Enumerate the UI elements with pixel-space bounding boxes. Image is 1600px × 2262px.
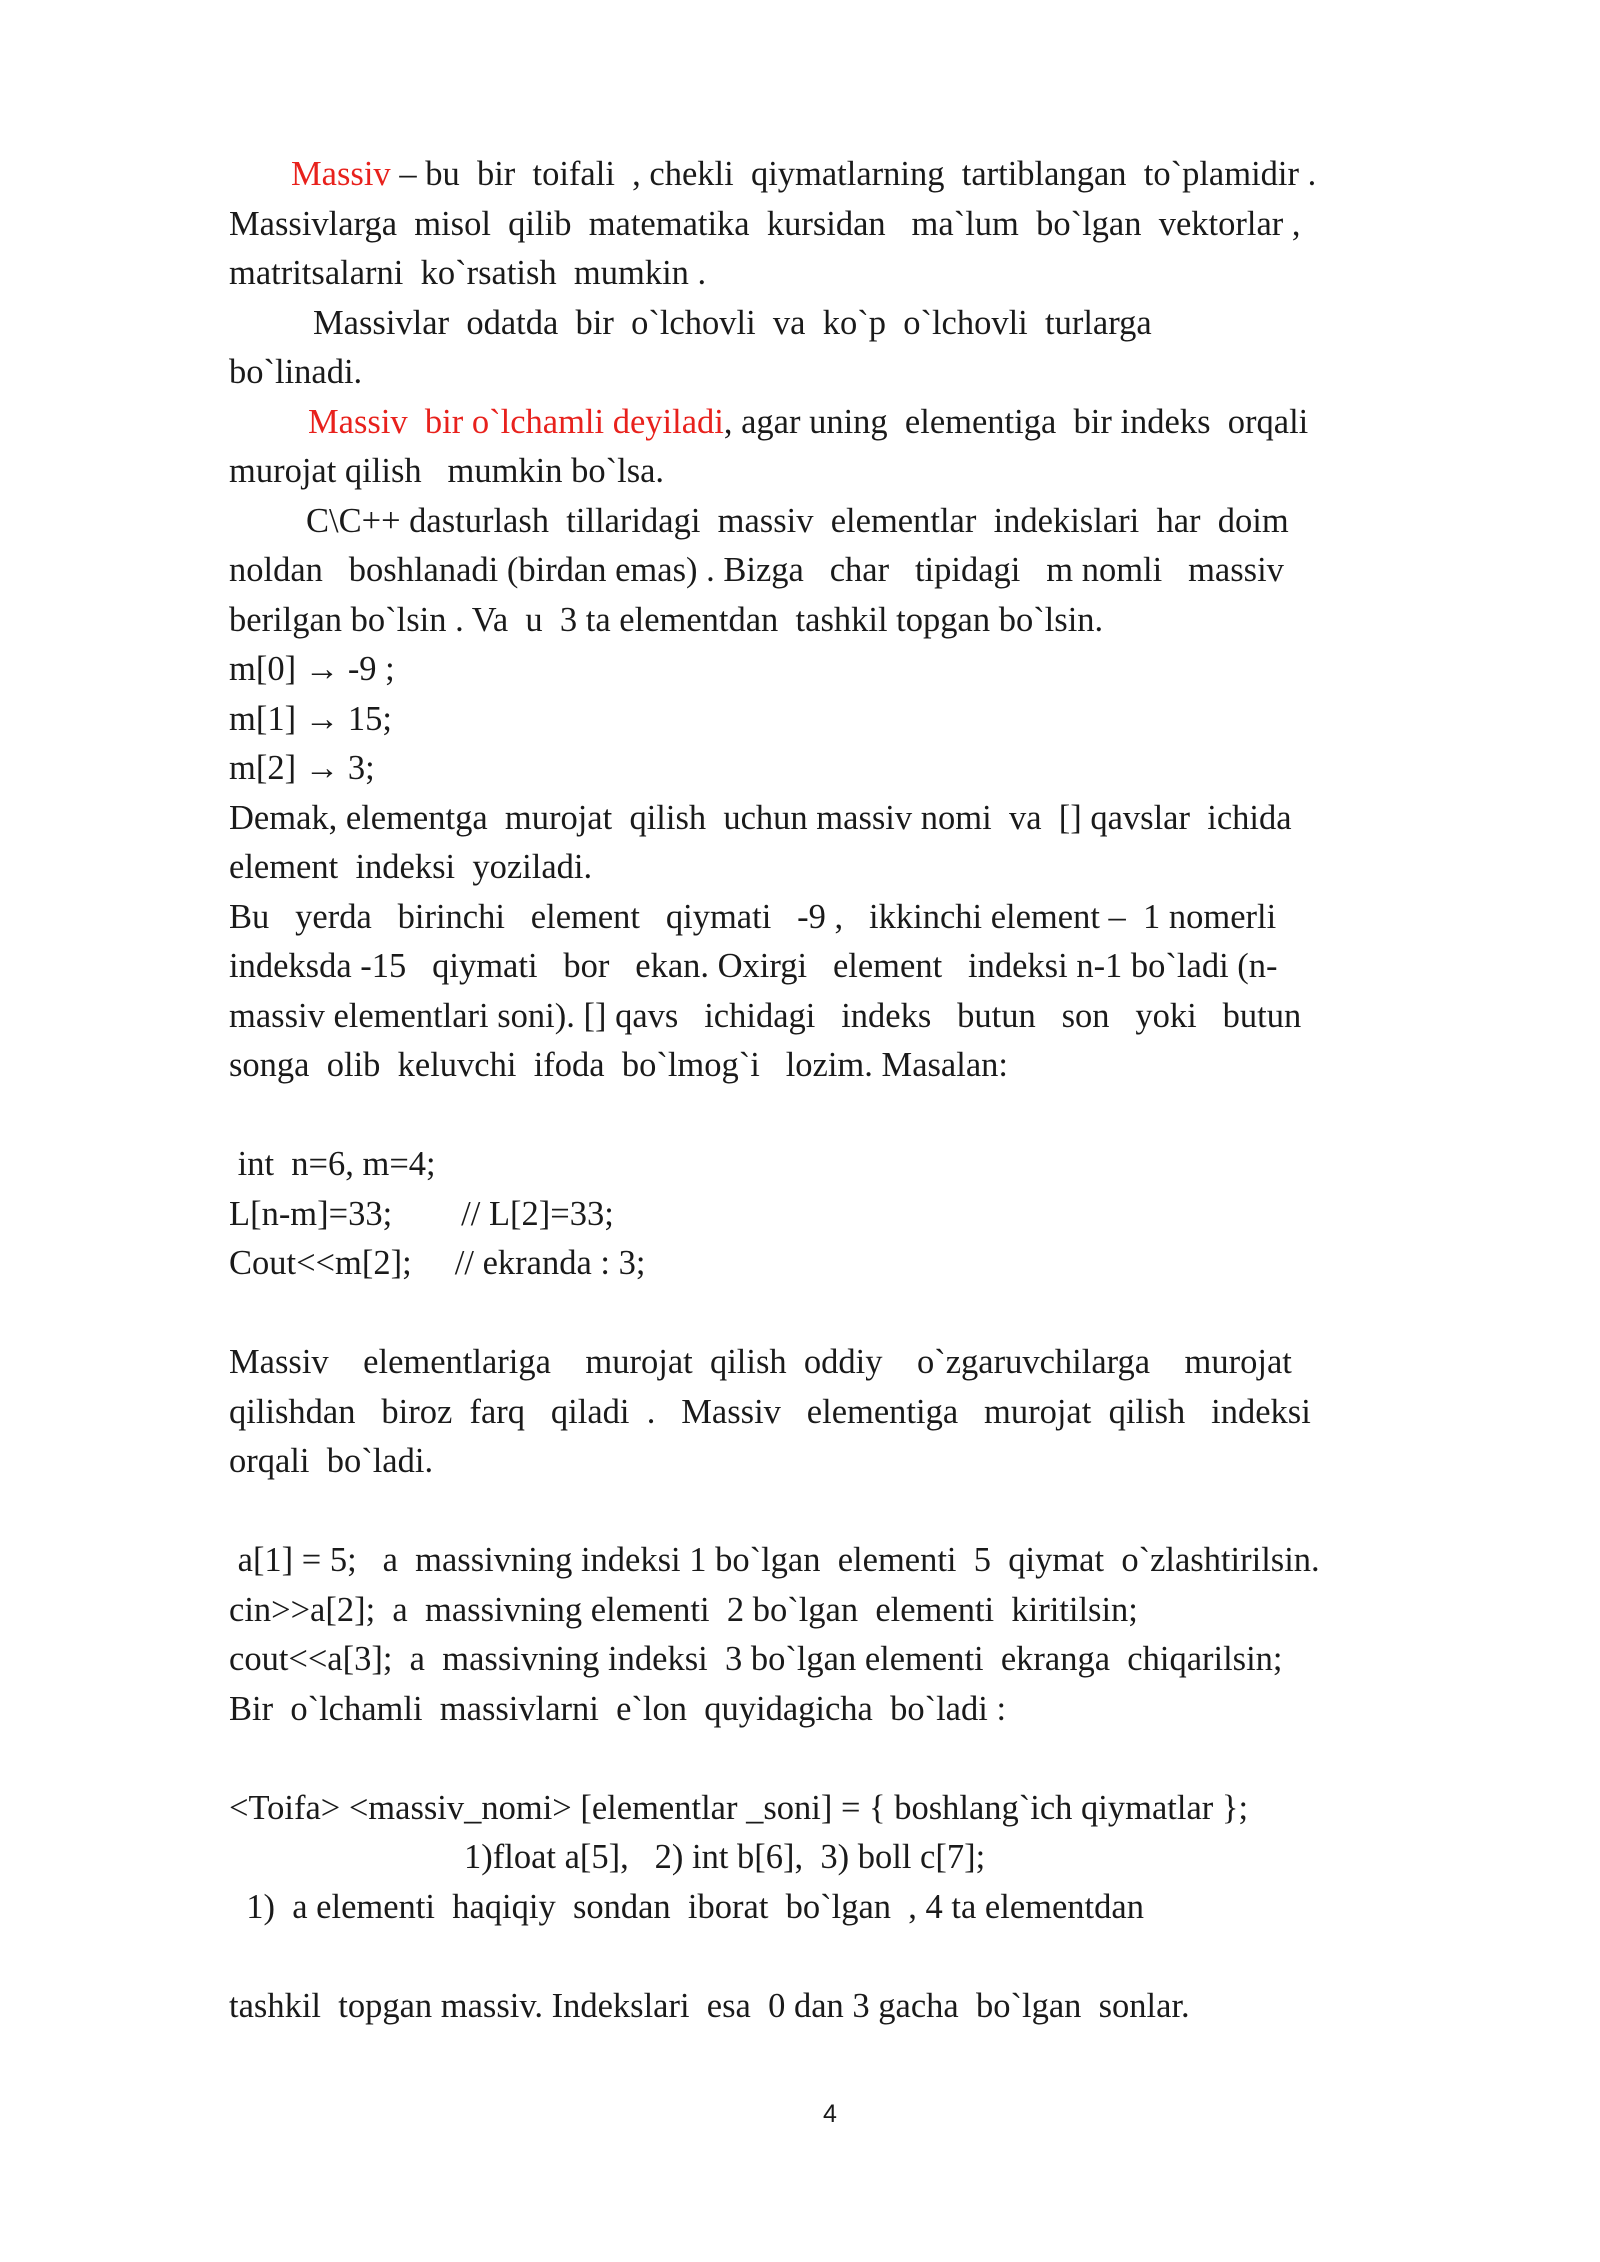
- paragraph-line: bo`linadi.: [229, 353, 363, 391]
- paragraph-line: berilgan bo`lsin . Va u 3 ta elementdan tashkil topgan bo`lsin.: [229, 601, 1104, 639]
- highlighted-term: Massiv bir o`lchamli deyiladi: [308, 403, 724, 441]
- paragraph-line: Bir o`lchamli massivlarni e`lon quyidagicha bo`ladi :: [229, 1690, 1007, 1728]
- code-line: a[1] = 5; a massivning indeksi 1 bo`lgan elementi 5 qiymat o`zlashtirilsin.: [229, 1541, 1320, 1579]
- paragraph-line: Massivlar odatda bir o`lchovli va ko`p o`lchovli turlarga: [313, 304, 1152, 342]
- paragraph-line: element indeksi yoziladi.: [229, 848, 593, 886]
- code-line: Cout<<m[2]; // ekranda : 3;: [229, 1244, 646, 1282]
- code-line: int n=6, m=4;: [229, 1145, 436, 1183]
- paragraph-line: qilishdan biroz farq qiladi . Massiv elementiga murojat qilish indeksi: [229, 1393, 1311, 1431]
- paragraph-line: orqali bo`ladi.: [229, 1442, 434, 1480]
- paragraph-line: matritsalarni ko`rsatish mumkin .: [229, 254, 707, 292]
- code-line: m[0] → -9 ;: [229, 650, 395, 688]
- highlighted-term: Massiv: [291, 155, 391, 193]
- code-line: cout<<a[3]; a massivning indeksi 3 bo`lgan elementi ekranga chiqarilsin;: [229, 1640, 1283, 1678]
- paragraph-line: [229, 149, 1429, 199]
- list-item: 1) a elementi haqiqiy sondan iborat bo`lgan , 4 ta elementdan: [229, 1888, 1144, 1926]
- page-number: 4: [823, 2100, 837, 2128]
- code-line: <Toifa> <massiv_nomi> [elementlar _soni] = { boshlang`ich qiymatlar };: [229, 1789, 1249, 1827]
- paragraph-line: Demak, elementga murojat qilish uchun massiv nomi va [] qavslar ichida: [229, 799, 1292, 837]
- paragraph-line: Massiv elementlariga murojat qilish oddiy o`zgaruvchilarga murojat: [229, 1343, 1292, 1381]
- paragraph-line: [229, 397, 1429, 447]
- paragraph-line: indeksda -15 qiymati bor ekan. Oxirgi element indeksi n-1 bo`ladi (n-: [229, 947, 1278, 985]
- code-line: m[1] → 15;: [229, 700, 392, 738]
- code-line: 1)float a[5], 2) int b[6], 3) boll c[7];: [464, 1838, 986, 1876]
- line-text: – bu bir toifali , chekli qiymatlarning tartiblangan to`plamidir .: [390, 155, 1317, 193]
- paragraph-line: massiv elementlari soni). [] qavs ichidagi indeks butun son yoki butun: [229, 997, 1302, 1035]
- code-line: m[2] → 3;: [229, 749, 375, 787]
- code-line: cin>>a[2]; a massivning elementi 2 bo`lgan elementi kiritilsin;: [229, 1591, 1138, 1629]
- paragraph-line: songa olib keluvchi ifoda bo`lmog`i lozim. Masalan:: [229, 1046, 1008, 1084]
- paragraph-line: murojat qilish mumkin bo`lsa.: [229, 452, 665, 490]
- paragraph-line: noldan boshlanadi (birdan emas) . Bizga char tipidagi m nomli massiv: [229, 551, 1284, 589]
- paragraph-line: C\C++ dasturlash tillaridagi massiv elementlar indekislari har doim: [306, 502, 1289, 540]
- paragraph-line: Massivlarga misol qilib matematika kursidan ma`lum bo`lgan vektorlar ,: [229, 205, 1301, 243]
- line-text: , agar uning elementiga bir indeks orqali: [723, 403, 1309, 441]
- paragraph-line: tashkil topgan massiv. Indekslari esa 0 dan 3 gacha bo`lgan sonlar.: [229, 1987, 1190, 2025]
- code-line: L[n-m]=33; // L[2]=33;: [229, 1195, 614, 1233]
- paragraph-line: Bu yerda birinchi element qiymati -9 , ikkinchi element – 1 nomerli: [229, 898, 1277, 936]
